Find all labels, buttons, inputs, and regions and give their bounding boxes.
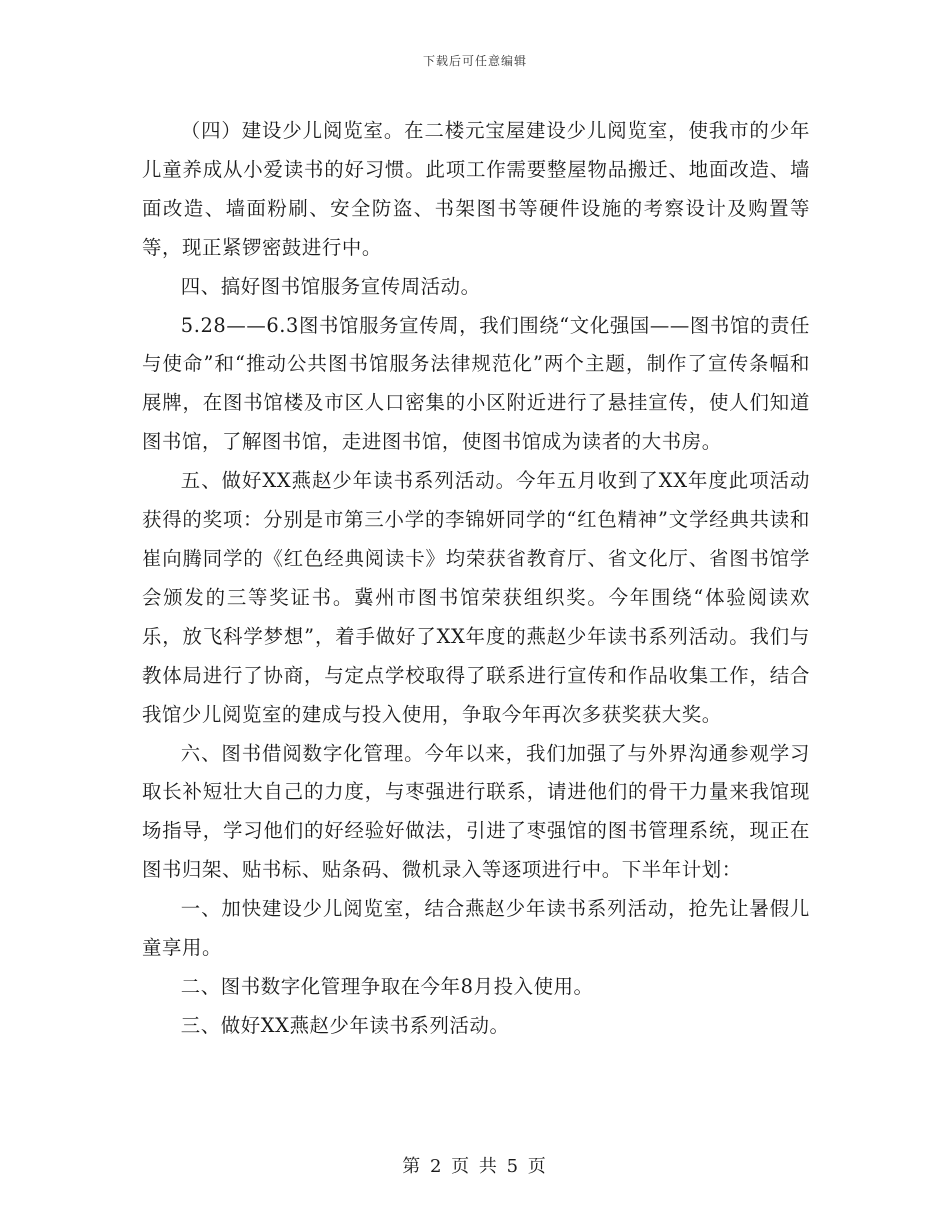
paragraph-section-four-heading: 四、搞好图书馆服务宣传周活动。 (180, 274, 481, 298)
paragraph-build-children-reading-room: （四）建设少儿阅览室。在二楼元宝屋建设少儿阅览室，使我市的少年儿童养成从小爱读书的好习惯。此项工作需要整屋物品搬迁、地面改造、墙面改造、墙面粉刷、安全防盗、书架图书等硬件设施的考察设计及购置等等，现正紧锣密鼓进行中。 (142, 119, 810, 259)
paragraph-section-six-digital-management: 六、图书借阅数字化管理。今年以来，我们加强了与外界沟通参观学习取长补短壮大自己的力度，与枣强进行联系，请进他们的骨干力量来我馆现场指导，学习他们的好经验好做法，引进了枣强馆的图书管理系统，现正在图书归架、贴书标、贴条码、微机录入等逐项进行中。下半年计划： (142, 741, 810, 882)
paragraph-plan-one: 一、加快建设少儿阅览室，结合燕赵少年读书系列活动，抢先让暑假儿童享用。 (142, 897, 810, 960)
document-body (142, 112, 810, 1046)
page-number-footer: 第 2 页 共 5 页 (402, 1156, 548, 1177)
paragraph-plan-two: 二、图书数字化管理争取在今年8月投入使用。 (180, 974, 594, 998)
paragraph-library-week: 5.28——6.3图书馆服务宣传周，我们围绕“文化强国——图书馆的责任与使命”和“推动公共图书馆服务法律规范化”两个主题，制作了宣传条幅和展牌，在图书馆楼及市区人口密集的小区附近进行了悬挂宣传，使人们知道图书馆，了解图书馆，走进图书馆，使图书馆成为读者的大书房。 (142, 313, 810, 454)
paragraph-plan-three: 三、做好XX燕赵少年读书系列活动。 (180, 1013, 510, 1037)
page-header: 下载后可任意编辑 (422, 54, 527, 68)
paragraph-section-five-reading-activity: 五、做好XX燕赵少年读书系列活动。今年五月收到了XX年度此项活动获得的奖项：分别是市第三小学的李锦妍同学的“红色精神”文学经典共读和崔向腾同学的《红色经典阅读卡》均荣获省教育厅、省文化厅、省图书馆学会颁发的三等奖证书。冀州市图书馆荣获组织奖。今年围绕“体验阅读欢乐，放飞科学梦想”，着手做好了XX年度的燕赵少年读书系列活动。我们与教体局进行了协商，与定点学校取得了联系进行宣传和作品收集工作，结合我馆少儿阅览室的建成与投入使用，争取今年再次多获奖获大奖。 (142, 469, 810, 726)
